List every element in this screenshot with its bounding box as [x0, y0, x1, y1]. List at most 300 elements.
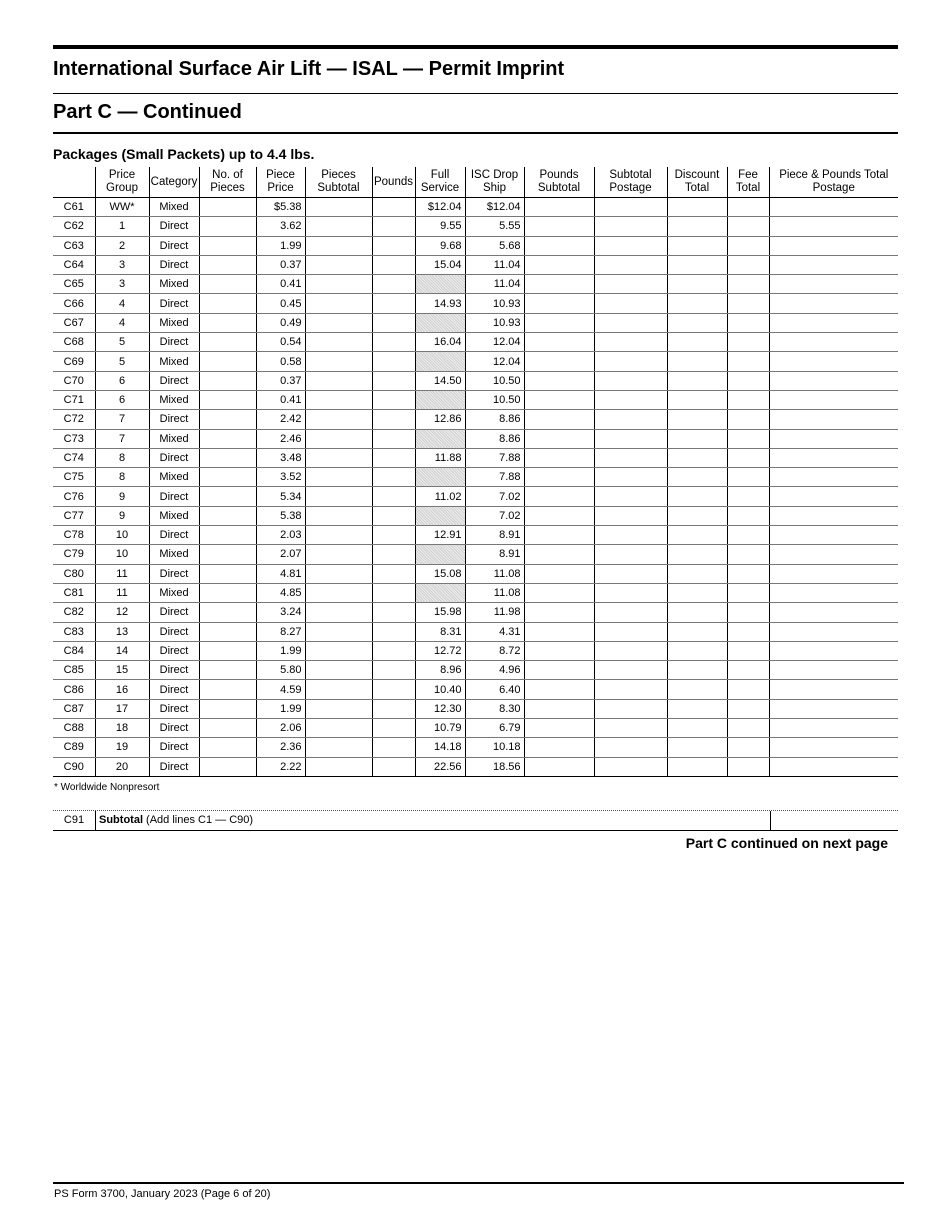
fee-total-input[interactable]	[727, 448, 769, 467]
pieces-subtotal-input[interactable]	[305, 699, 372, 718]
pounds-input[interactable]	[372, 738, 415, 757]
full-service-cell	[415, 429, 465, 448]
piece-price-cell: 3.48	[256, 448, 305, 467]
isc-drop-ship-cell: 4.31	[465, 622, 524, 641]
full-service-cell: 15.98	[415, 603, 465, 622]
line-code: C62	[53, 217, 95, 236]
total-postage-input[interactable]	[769, 352, 898, 371]
pounds-input[interactable]	[372, 545, 415, 564]
pounds-subtotal-input[interactable]	[524, 661, 594, 680]
pieces-input[interactable]	[199, 583, 256, 602]
discount-total-input[interactable]	[667, 390, 727, 409]
total-postage-input[interactable]	[769, 738, 898, 757]
discount-total-input[interactable]	[667, 294, 727, 313]
subtotal-postage-input[interactable]	[594, 448, 667, 467]
pounds-subtotal-input[interactable]	[524, 622, 594, 641]
subtotal-amount-field[interactable]	[770, 811, 898, 830]
total-postage-input[interactable]	[769, 410, 898, 429]
table-row	[53, 313, 898, 332]
full-service-cell: 10.79	[415, 719, 465, 738]
price-group-cell: 3	[95, 255, 149, 274]
discount-total-input[interactable]	[667, 545, 727, 564]
pieces-subtotal-input[interactable]	[305, 487, 372, 506]
pieces-input[interactable]	[199, 313, 256, 332]
discount-total-input[interactable]	[667, 564, 727, 583]
discount-total-input[interactable]	[667, 526, 727, 545]
pounds-subtotal-input[interactable]	[524, 236, 594, 255]
price-group-cell: 4	[95, 313, 149, 332]
price-group-cell: 8	[95, 468, 149, 487]
pieces-subtotal-input[interactable]	[305, 429, 372, 448]
pounds-input[interactable]	[372, 198, 415, 217]
table-row	[53, 410, 898, 429]
line-code: C81	[53, 583, 95, 602]
pieces-input[interactable]	[199, 719, 256, 738]
pieces-input[interactable]	[199, 371, 256, 390]
pounds-subtotal-input[interactable]	[524, 198, 594, 217]
total-postage-input[interactable]	[769, 680, 898, 699]
pounds-subtotal-input[interactable]	[524, 699, 594, 718]
pieces-input[interactable]	[199, 275, 256, 294]
discount-total-input[interactable]	[667, 371, 727, 390]
table-row	[53, 661, 898, 680]
pieces-subtotal-input[interactable]	[305, 410, 372, 429]
discount-total-input[interactable]	[667, 313, 727, 332]
fee-total-input[interactable]	[727, 275, 769, 294]
pounds-subtotal-input[interactable]	[524, 333, 594, 352]
pieces-input[interactable]	[199, 526, 256, 545]
total-postage-input[interactable]	[769, 217, 898, 236]
pieces-subtotal-input[interactable]	[305, 564, 372, 583]
pieces-subtotal-input[interactable]	[305, 352, 372, 371]
pieces-input[interactable]	[199, 468, 256, 487]
subtotal-postage-input[interactable]	[594, 313, 667, 332]
pieces-input[interactable]	[199, 641, 256, 660]
total-postage-input[interactable]	[769, 583, 898, 602]
subtotal-postage-input[interactable]	[594, 526, 667, 545]
pieces-subtotal-input[interactable]	[305, 255, 372, 274]
pieces-input[interactable]	[199, 333, 256, 352]
pieces-subtotal-input[interactable]	[305, 275, 372, 294]
continued-note: Part C continued on next page	[685, 835, 888, 851]
line-code: C78	[53, 526, 95, 545]
pounds-input[interactable]	[372, 603, 415, 622]
pounds-input[interactable]	[372, 757, 415, 776]
discount-total-input[interactable]	[667, 699, 727, 718]
pieces-input[interactable]	[199, 545, 256, 564]
isc-drop-ship-cell: 10.50	[465, 390, 524, 409]
table-row	[53, 448, 898, 467]
pounds-subtotal-input[interactable]	[524, 275, 594, 294]
subtotal-postage-input[interactable]	[594, 641, 667, 660]
pounds-input[interactable]	[372, 390, 415, 409]
total-postage-input[interactable]	[769, 275, 898, 294]
pieces-subtotal-input[interactable]	[305, 217, 372, 236]
discount-total-input[interactable]	[667, 410, 727, 429]
total-postage-input[interactable]	[769, 333, 898, 352]
pounds-input[interactable]	[372, 583, 415, 602]
pieces-input[interactable]	[199, 294, 256, 313]
pieces-input[interactable]	[199, 622, 256, 641]
pieces-subtotal-input[interactable]	[305, 448, 372, 467]
subtotal-postage-input[interactable]	[594, 275, 667, 294]
subtotal-postage-input[interactable]	[594, 603, 667, 622]
pieces-input[interactable]	[199, 680, 256, 699]
pounds-input[interactable]	[372, 294, 415, 313]
subtotal-postage-input[interactable]	[594, 429, 667, 448]
pieces-subtotal-input[interactable]	[305, 294, 372, 313]
fee-total-input[interactable]	[727, 294, 769, 313]
pieces-subtotal-input[interactable]	[305, 198, 372, 217]
discount-total-input[interactable]	[667, 661, 727, 680]
pounds-subtotal-input[interactable]	[524, 526, 594, 545]
table-row	[53, 371, 898, 390]
fee-total-input[interactable]	[727, 622, 769, 641]
fee-total-input[interactable]	[727, 371, 769, 390]
table-row	[53, 506, 898, 525]
pounds-subtotal-input[interactable]	[524, 390, 594, 409]
fee-total-input[interactable]	[727, 429, 769, 448]
pieces-input[interactable]	[199, 699, 256, 718]
discount-total-input[interactable]	[667, 448, 727, 467]
pieces-input[interactable]	[199, 448, 256, 467]
fee-total-input[interactable]	[727, 236, 769, 255]
pounds-subtotal-input[interactable]	[524, 680, 594, 699]
pounds-subtotal-input[interactable]	[524, 564, 594, 583]
price-group-cell: 5	[95, 352, 149, 371]
pieces-input[interactable]	[199, 661, 256, 680]
category-cell: Direct	[149, 641, 199, 660]
fee-total-input[interactable]	[727, 255, 769, 274]
piece-price-cell: 5.38	[256, 506, 305, 525]
discount-total-input[interactable]	[667, 217, 727, 236]
pieces-input[interactable]	[199, 564, 256, 583]
subtotal-postage-input[interactable]	[594, 487, 667, 506]
total-postage-input[interactable]	[769, 390, 898, 409]
line-code: C89	[53, 738, 95, 757]
pieces-input[interactable]	[199, 506, 256, 525]
total-postage-input[interactable]	[769, 719, 898, 738]
discount-total-input[interactable]	[667, 333, 727, 352]
pounds-input[interactable]	[372, 719, 415, 738]
discount-total-input[interactable]	[667, 352, 727, 371]
pieces-subtotal-input[interactable]	[305, 236, 372, 255]
pounds-subtotal-input[interactable]	[524, 352, 594, 371]
subtotal-postage-input[interactable]	[594, 506, 667, 525]
pieces-subtotal-input[interactable]	[305, 622, 372, 641]
pieces-input[interactable]	[199, 603, 256, 622]
pieces-subtotal-input[interactable]	[305, 371, 372, 390]
pounds-subtotal-input[interactable]	[524, 255, 594, 274]
total-postage-input[interactable]	[769, 313, 898, 332]
fee-total-input[interactable]	[727, 410, 769, 429]
pounds-subtotal-input[interactable]	[524, 448, 594, 467]
full-service-cell	[415, 275, 465, 294]
discount-total-input[interactable]	[667, 468, 727, 487]
pieces-input[interactable]	[199, 390, 256, 409]
total-postage-input[interactable]	[769, 603, 898, 622]
piece-price-cell: 0.41	[256, 390, 305, 409]
full-service-cell: 15.08	[415, 564, 465, 583]
total-postage-input[interactable]	[769, 661, 898, 680]
piece-price-cell: 3.24	[256, 603, 305, 622]
isc-drop-ship-cell: 8.91	[465, 526, 524, 545]
fee-total-input[interactable]	[727, 487, 769, 506]
pieces-subtotal-input[interactable]	[305, 333, 372, 352]
pounds-input[interactable]	[372, 448, 415, 467]
piece-price-cell: 2.46	[256, 429, 305, 448]
pounds-input[interactable]	[372, 217, 415, 236]
subtotal-postage-input[interactable]	[594, 622, 667, 641]
pieces-input[interactable]	[199, 410, 256, 429]
discount-total-input[interactable]	[667, 583, 727, 602]
pounds-subtotal-input[interactable]	[524, 313, 594, 332]
pounds-input[interactable]	[372, 313, 415, 332]
pounds-subtotal-input[interactable]	[524, 545, 594, 564]
isc-drop-ship-cell: 11.98	[465, 603, 524, 622]
discount-total-input[interactable]	[667, 506, 727, 525]
subtotal-postage-input[interactable]	[594, 757, 667, 776]
fee-total-input[interactable]	[727, 641, 769, 660]
fee-total-input[interactable]	[727, 217, 769, 236]
discount-total-input[interactable]	[667, 757, 727, 776]
fee-total-input[interactable]	[727, 661, 769, 680]
subtotal-postage-input[interactable]	[594, 410, 667, 429]
isc-drop-ship-cell: 5.55	[465, 217, 524, 236]
total-postage-input[interactable]	[769, 429, 898, 448]
total-postage-input[interactable]	[769, 699, 898, 718]
subtotal-postage-input[interactable]	[594, 217, 667, 236]
pieces-input[interactable]	[199, 236, 256, 255]
pieces-input[interactable]	[199, 738, 256, 757]
discount-total-input[interactable]	[667, 198, 727, 217]
pieces-input[interactable]	[199, 352, 256, 371]
total-postage-input[interactable]	[769, 198, 898, 217]
fee-total-input[interactable]	[727, 757, 769, 776]
column-header: Category	[149, 167, 199, 198]
discount-total-input[interactable]	[667, 487, 727, 506]
pounds-input[interactable]	[372, 661, 415, 680]
full-service-cell	[415, 583, 465, 602]
category-cell: Direct	[149, 661, 199, 680]
line-code: C64	[53, 255, 95, 274]
fee-total-input[interactable]	[727, 198, 769, 217]
total-postage-input[interactable]	[769, 371, 898, 390]
total-postage-input[interactable]	[769, 545, 898, 564]
fee-total-input[interactable]	[727, 333, 769, 352]
subtotal-postage-input[interactable]	[594, 661, 667, 680]
total-postage-input[interactable]	[769, 622, 898, 641]
pounds-input[interactable]	[372, 622, 415, 641]
table-row	[53, 294, 898, 313]
fee-total-input[interactable]	[727, 603, 769, 622]
table-row	[53, 622, 898, 641]
total-postage-input[interactable]	[769, 294, 898, 313]
discount-total-input[interactable]	[667, 255, 727, 274]
pieces-subtotal-input[interactable]	[305, 506, 372, 525]
subtotal-postage-input[interactable]	[594, 198, 667, 217]
pounds-input[interactable]	[372, 680, 415, 699]
pieces-subtotal-input[interactable]	[305, 603, 372, 622]
pieces-subtotal-input[interactable]	[305, 757, 372, 776]
subtotal-postage-input[interactable]	[594, 371, 667, 390]
discount-total-input[interactable]	[667, 719, 727, 738]
pieces-subtotal-input[interactable]	[305, 468, 372, 487]
subtotal-postage-input[interactable]	[594, 680, 667, 699]
subtotal-postage-input[interactable]	[594, 333, 667, 352]
pounds-subtotal-input[interactable]	[524, 429, 594, 448]
line-code: C76	[53, 487, 95, 506]
fee-total-input[interactable]	[727, 313, 769, 332]
full-service-cell	[415, 390, 465, 409]
pounds-input[interactable]	[372, 275, 415, 294]
total-postage-input[interactable]	[769, 506, 898, 525]
subtotal-postage-input[interactable]	[594, 236, 667, 255]
pounds-subtotal-input[interactable]	[524, 641, 594, 660]
pieces-input[interactable]	[199, 198, 256, 217]
pounds-input[interactable]	[372, 255, 415, 274]
pounds-subtotal-input[interactable]	[524, 506, 594, 525]
price-group-cell: 19	[95, 738, 149, 757]
fee-total-input[interactable]	[727, 583, 769, 602]
subtotal-postage-input[interactable]	[594, 390, 667, 409]
category-cell: Direct	[149, 333, 199, 352]
fee-total-input[interactable]	[727, 468, 769, 487]
section-heading: Packages (Small Packets) up to 4.4 lbs.	[53, 146, 315, 162]
pieces-subtotal-input[interactable]	[305, 738, 372, 757]
table-row	[53, 236, 898, 255]
table-row	[53, 757, 898, 776]
subtotal-postage-input[interactable]	[594, 545, 667, 564]
fee-total-input[interactable]	[727, 545, 769, 564]
piece-price-cell: 3.52	[256, 468, 305, 487]
fee-total-input[interactable]	[727, 352, 769, 371]
total-postage-input[interactable]	[769, 236, 898, 255]
price-group-cell: 3	[95, 275, 149, 294]
subtotal-postage-input[interactable]	[594, 583, 667, 602]
isc-drop-ship-cell: 7.88	[465, 468, 524, 487]
pieces-input[interactable]	[199, 487, 256, 506]
pounds-subtotal-input[interactable]	[524, 371, 594, 390]
discount-total-input[interactable]	[667, 680, 727, 699]
pieces-input[interactable]	[199, 217, 256, 236]
category-cell: Direct	[149, 371, 199, 390]
line-code: C66	[53, 294, 95, 313]
pounds-subtotal-input[interactable]	[524, 738, 594, 757]
discount-total-input[interactable]	[667, 622, 727, 641]
pounds-input[interactable]	[372, 641, 415, 660]
pieces-subtotal-input[interactable]	[305, 545, 372, 564]
total-postage-input[interactable]	[769, 448, 898, 467]
full-service-cell: 9.68	[415, 236, 465, 255]
subtotal-postage-input[interactable]	[594, 564, 667, 583]
pounds-input[interactable]	[372, 506, 415, 525]
total-postage-input[interactable]	[769, 468, 898, 487]
subtotal-postage-input[interactable]	[594, 352, 667, 371]
total-postage-input[interactable]	[769, 641, 898, 660]
pounds-subtotal-input[interactable]	[524, 583, 594, 602]
table-row	[53, 603, 898, 622]
pounds-subtotal-input[interactable]	[524, 217, 594, 236]
table-row	[53, 255, 898, 274]
pieces-subtotal-input[interactable]	[305, 313, 372, 332]
pounds-input[interactable]	[372, 429, 415, 448]
subtotal-postage-input[interactable]	[594, 294, 667, 313]
pounds-input[interactable]	[372, 352, 415, 371]
discount-total-input[interactable]	[667, 429, 727, 448]
pounds-subtotal-input[interactable]	[524, 719, 594, 738]
pounds-input[interactable]	[372, 410, 415, 429]
pounds-input[interactable]	[372, 526, 415, 545]
fee-total-input[interactable]	[727, 506, 769, 525]
fee-total-input[interactable]	[727, 526, 769, 545]
total-postage-input[interactable]	[769, 487, 898, 506]
subtotal-postage-input[interactable]	[594, 699, 667, 718]
total-postage-input[interactable]	[769, 255, 898, 274]
pounds-subtotal-input[interactable]	[524, 603, 594, 622]
discount-total-input[interactable]	[667, 738, 727, 757]
price-group-cell: 11	[95, 583, 149, 602]
fee-total-input[interactable]	[727, 738, 769, 757]
fee-total-input[interactable]	[727, 564, 769, 583]
line-code: C65	[53, 275, 95, 294]
pounds-input[interactable]	[372, 487, 415, 506]
table-row	[53, 275, 898, 294]
pieces-subtotal-input[interactable]	[305, 526, 372, 545]
fee-total-input[interactable]	[727, 390, 769, 409]
pounds-input[interactable]	[372, 333, 415, 352]
pieces-subtotal-input[interactable]	[305, 661, 372, 680]
piece-price-cell: 2.22	[256, 757, 305, 776]
subtotal-postage-input[interactable]	[594, 255, 667, 274]
fee-total-input[interactable]	[727, 680, 769, 699]
subtotal-postage-input[interactable]	[594, 738, 667, 757]
pieces-subtotal-input[interactable]	[305, 680, 372, 699]
pounds-input[interactable]	[372, 564, 415, 583]
pounds-subtotal-input[interactable]	[524, 487, 594, 506]
pieces-subtotal-input[interactable]	[305, 390, 372, 409]
fee-total-input[interactable]	[727, 699, 769, 718]
table-row	[53, 583, 898, 602]
pounds-input[interactable]	[372, 236, 415, 255]
pieces-input[interactable]	[199, 757, 256, 776]
pounds-input[interactable]	[372, 468, 415, 487]
discount-total-input[interactable]	[667, 603, 727, 622]
total-postage-input[interactable]	[769, 757, 898, 776]
full-service-cell: 11.02	[415, 487, 465, 506]
pounds-subtotal-input[interactable]	[524, 468, 594, 487]
pieces-input[interactable]	[199, 255, 256, 274]
pounds-subtotal-input[interactable]	[524, 294, 594, 313]
pounds-subtotal-input[interactable]	[524, 757, 594, 776]
full-service-cell	[415, 545, 465, 564]
pounds-subtotal-input[interactable]	[524, 410, 594, 429]
subtotal-postage-input[interactable]	[594, 719, 667, 738]
pounds-input[interactable]	[372, 699, 415, 718]
discount-total-input[interactable]	[667, 236, 727, 255]
discount-total-input[interactable]	[667, 641, 727, 660]
total-postage-input[interactable]	[769, 526, 898, 545]
pieces-subtotal-input[interactable]	[305, 719, 372, 738]
pieces-input[interactable]	[199, 429, 256, 448]
pieces-subtotal-input[interactable]	[305, 583, 372, 602]
pounds-input[interactable]	[372, 371, 415, 390]
pieces-subtotal-input[interactable]	[305, 641, 372, 660]
subtotal-postage-input[interactable]	[594, 468, 667, 487]
fee-total-input[interactable]	[727, 719, 769, 738]
discount-total-input[interactable]	[667, 275, 727, 294]
total-postage-input[interactable]	[769, 564, 898, 583]
